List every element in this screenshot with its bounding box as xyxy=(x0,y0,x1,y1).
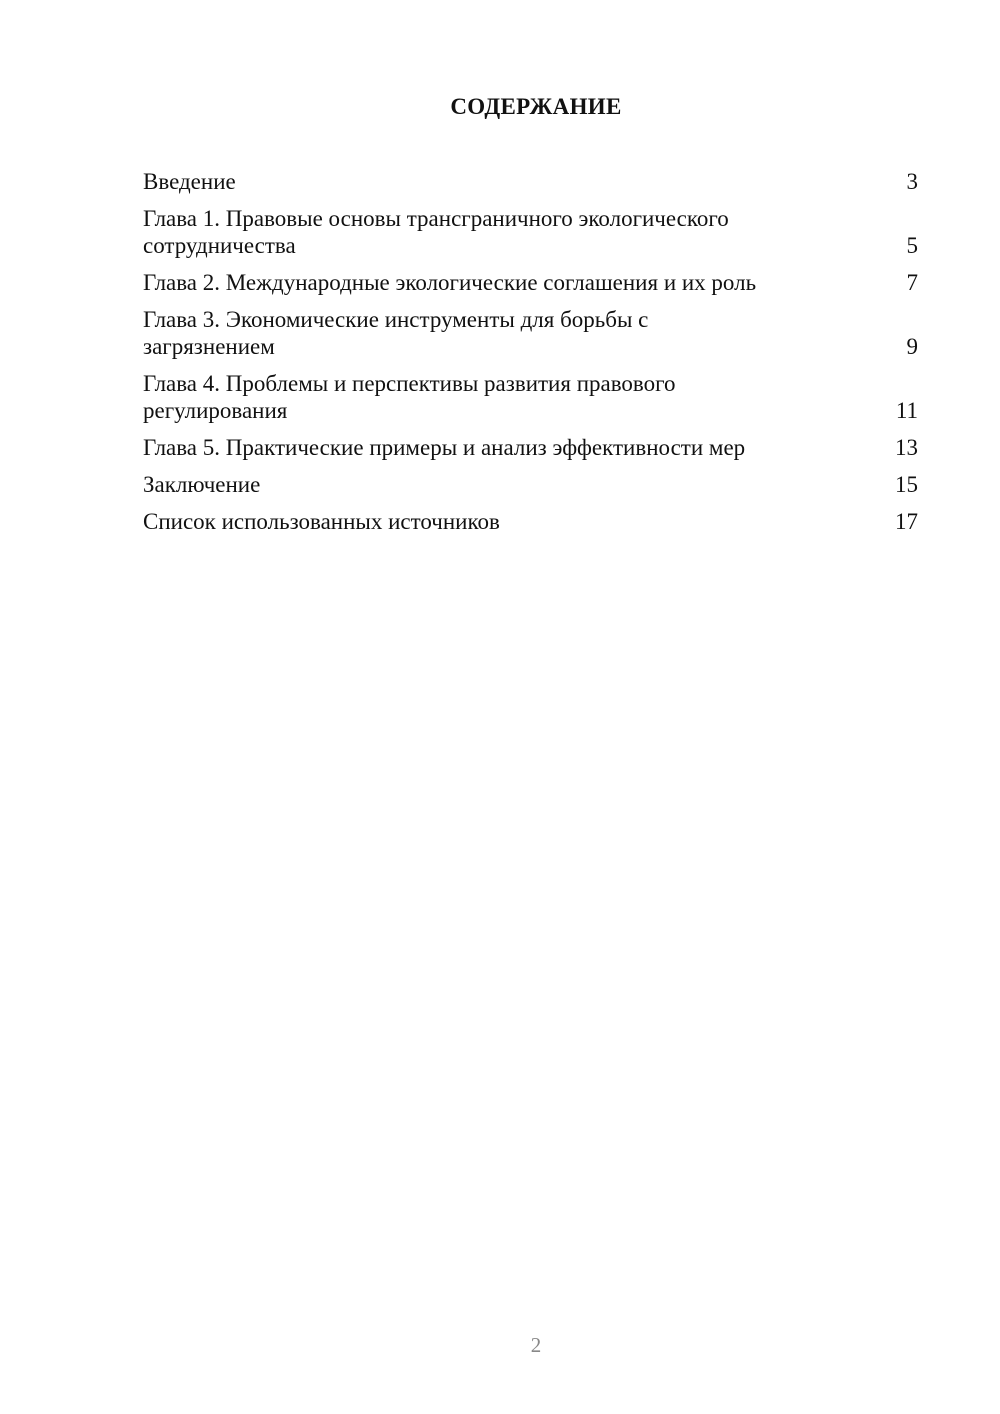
toc-entry-page: 15 xyxy=(895,472,918,497)
toc-entry-chapter-2[interactable] xyxy=(143,269,918,296)
toc-entry-page: 13 xyxy=(895,435,918,460)
toc-entry-title: Введение xyxy=(143,169,236,194)
toc-entry-chapter-4[interactable] xyxy=(143,370,918,424)
toc-entry-conclusion[interactable] xyxy=(143,471,918,498)
toc-entry-title: Глава 3. Экономические инструменты для борьбы с загрязнением xyxy=(143,307,649,359)
toc-entry-introduction[interactable] xyxy=(143,168,918,195)
toc-entry-chapter-5[interactable] xyxy=(143,434,918,461)
toc-entry-page: 17 xyxy=(895,509,918,534)
toc-entry-title: Глава 2. Международные экологические соглашения и их роль xyxy=(143,270,757,295)
toc-entry-title: Глава 1. Правовые основы трансграничного экологического сотрудничества xyxy=(143,206,729,258)
toc-entry-title: Список использованных источников xyxy=(143,509,500,534)
toc-entry-page: 11 xyxy=(895,398,918,423)
page-number: 2 xyxy=(530,1333,542,1357)
toc-entry-page: 5 xyxy=(906,233,918,258)
table-of-contents xyxy=(143,168,918,545)
toc-entry-chapter-1[interactable] xyxy=(143,205,918,259)
toc-entry-page: 9 xyxy=(906,334,918,359)
toc-entry-title: Глава 5. Практические примеры и анализ эффективности мер xyxy=(143,435,746,460)
toc-entry-chapter-3[interactable] xyxy=(143,306,918,360)
toc-entry-page: 3 xyxy=(906,169,918,194)
toc-entry-title: Заключение xyxy=(143,472,261,497)
toc-entry-title: Глава 4. Проблемы и перспективы развития правового регулирования xyxy=(143,371,676,423)
toc-entry-references[interactable] xyxy=(143,508,918,535)
page-title: СОДЕРЖАНИЕ xyxy=(450,94,622,119)
toc-entry-page: 7 xyxy=(906,270,918,295)
